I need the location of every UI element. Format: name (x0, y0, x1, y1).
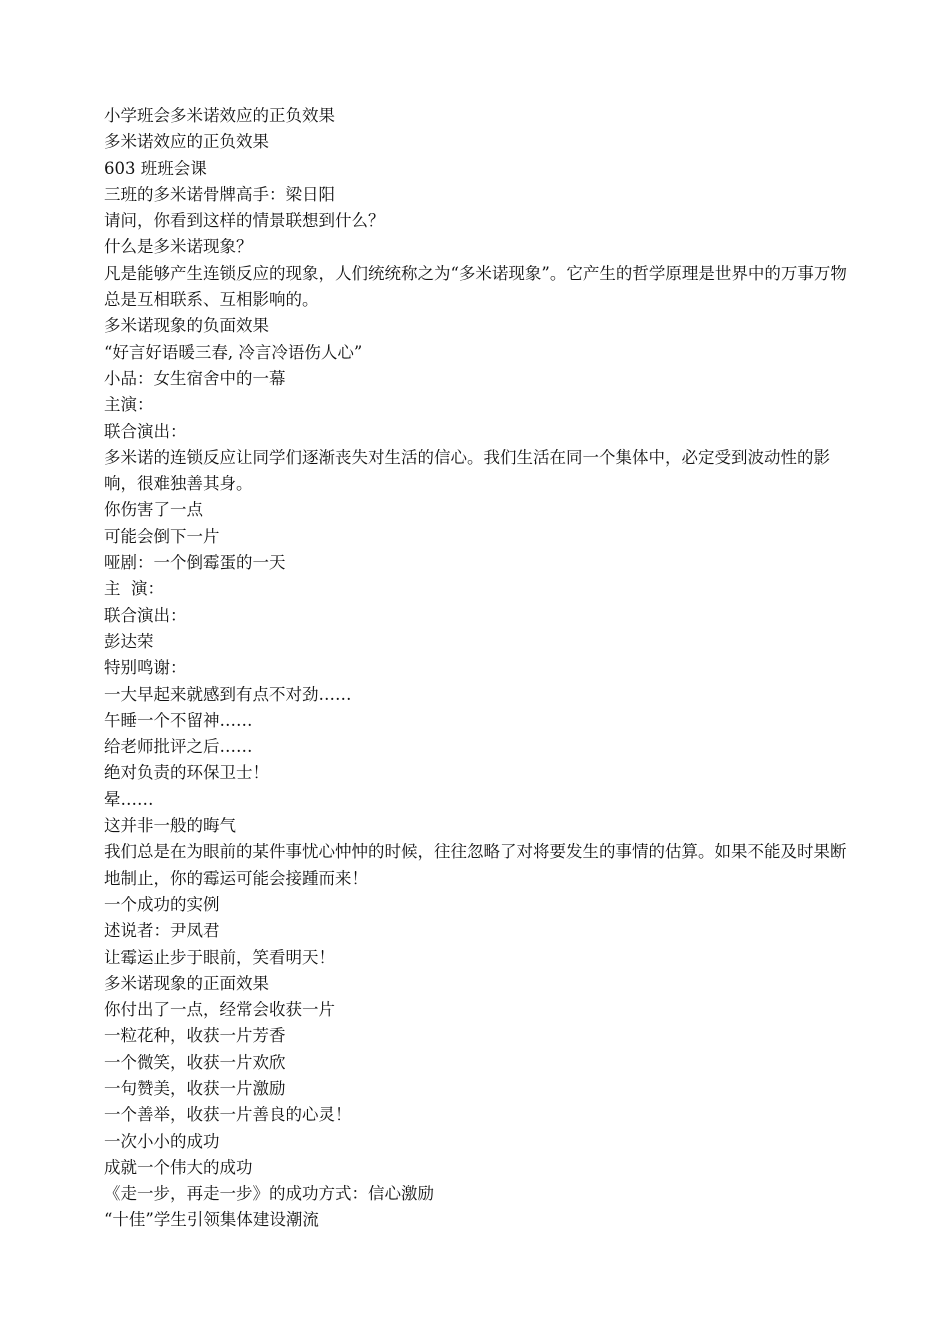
text-line: 小品：女生宿舍中的一幕 (104, 368, 286, 388)
text-line: 三班的多米诺骨牌高手：梁日阳 (104, 184, 335, 204)
text-line: “好言好语暖三春, 冷言冷语伤人心” (104, 342, 363, 362)
text-line: 请问，你看到这样的情景联想到什么？ (104, 211, 385, 231)
text-line: 给老师批评之后…… (104, 737, 253, 757)
text-line: 可能会倒下一片 (104, 526, 220, 546)
text-line: 一大早起来就感到有点不对劲…… (104, 684, 352, 704)
text-line: 成就一个伟大的成功 (104, 1157, 253, 1177)
text-line: 一个微笑，收获一片欢欣 (104, 1052, 286, 1072)
text-line: 主 演： (104, 579, 164, 599)
text-line: 你伤害了一点 (104, 500, 203, 520)
document-subtitle: 多米诺效应的正负效果 (104, 132, 269, 152)
text-line: 彭达荣 (104, 631, 154, 651)
text-line: 这并非一般的晦气 (104, 816, 236, 836)
text-line: 一个成功的实例 (104, 894, 220, 914)
text-line: 603 班班会课 (104, 158, 207, 178)
text-line: 哑剧：一个倒霉蛋的一天 (104, 553, 286, 573)
paragraph: 多米诺的连锁反应让同学们逐渐丧失对生活的信心。我们生活在同一个集体中，必定受到波动性的影响，很难独善其身。 (104, 447, 830, 494)
text-line: 一粒花种，收获一片芳香 (104, 1026, 286, 1046)
section-heading: 多米诺现象的负面效果 (104, 316, 269, 336)
paragraph: 我们总是在为眼前的某件事忧心忡忡的时候，往往忽略了对将要发生的事情的估算。如果不能及时果断地制止，你的霉运可能会接踵而来！ (104, 842, 847, 888)
text-line: 让霉运止步于眼前，笑看明天！ (104, 947, 335, 967)
text-line: 一个善举，收获一片善良的心灵！ (104, 1105, 352, 1125)
text-line: 联合演出： (104, 605, 187, 625)
text-line: 联合演出： (104, 421, 187, 441)
text-line: “十佳”学生引领集体建设潮流 (104, 1210, 319, 1230)
text-line: 特别鸣谢： (104, 658, 187, 678)
text-line: 一句赞美，收获一片激励 (104, 1078, 286, 1098)
paragraph: 凡是能够产生连锁反应的现象，人们统统称之为“多米诺现象”。它产生的哲学原理是世界中的万事万物总是互相联系、互相影响的。 (104, 263, 847, 310)
text-line: 主演： (104, 395, 154, 415)
text-line: 一次小小的成功 (104, 1131, 220, 1151)
text-line: 你付出了一点，经常会收获一片 (104, 1000, 335, 1020)
document-page (104, 103, 854, 1234)
document-title: 小学班会多米诺效应的正负效果 (104, 106, 335, 125)
text-line: 什么是多米诺现象？ (104, 237, 253, 257)
section-heading: 多米诺现象的正面效果 (104, 973, 269, 993)
text-line: 述说者：尹凤君 (104, 921, 220, 941)
text-line: 午睡一个不留神…… (104, 710, 253, 730)
text-line: 《走一步，再走一步》的成功方式：信心激励 (104, 1184, 434, 1204)
text-line: 晕…… (104, 789, 154, 809)
text-line: 绝对负责的环保卫士！ (104, 763, 269, 783)
